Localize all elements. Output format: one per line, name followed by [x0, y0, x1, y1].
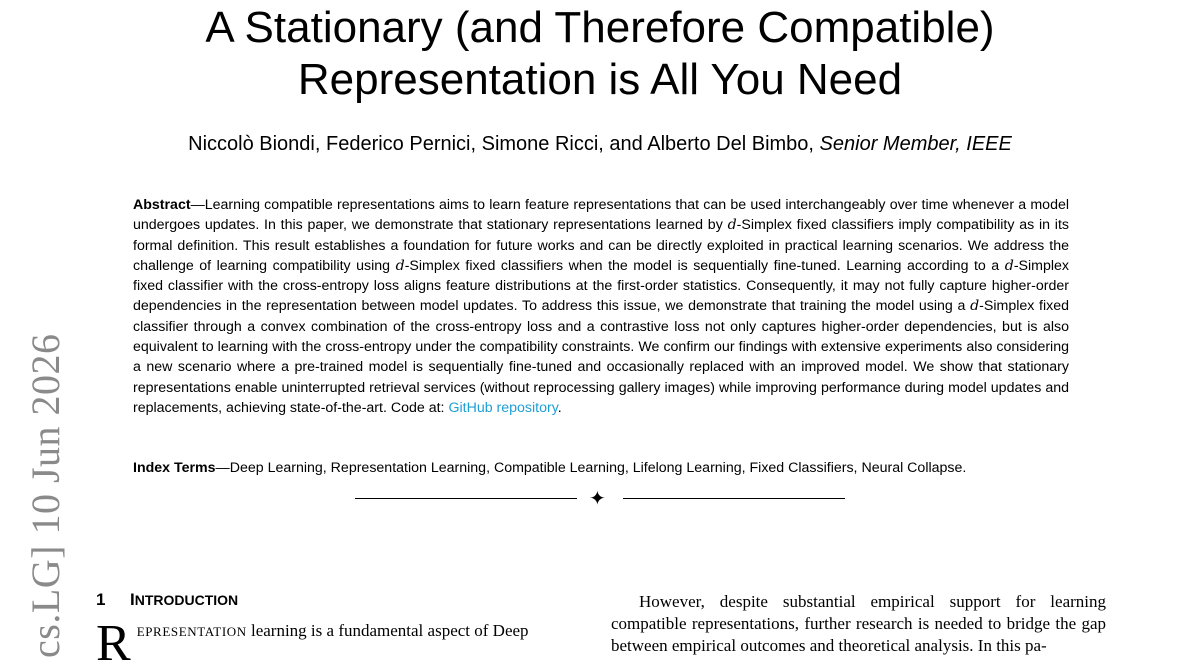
introduction-left-column	[96, 615, 590, 672]
section-divider	[355, 488, 845, 510]
divider-star-icon: ✦	[589, 486, 606, 510]
github-repository-link[interactable]: GitHub repository	[448, 399, 558, 416]
divider-line-right	[623, 498, 845, 499]
math-d-3: d	[1004, 257, 1014, 274]
abstract-text-4: -Simplex fixed classifier with the cross-entropy loss aligns feature distributions at the first-order statistics. Consequently, it may not fully capture higher-order dependencies in the representation between model updates. To address this issue, we demonstrate that training the model using a	[133, 257, 1069, 315]
section-number: 1	[96, 590, 106, 609]
author-list	[0, 132, 1200, 156]
math-d-1: d	[727, 217, 737, 234]
paper-title	[0, 2, 1200, 106]
divider-line-left	[355, 498, 577, 499]
introduction-right-column: However, despite substantial empirical support for learning compatible representations, further research is needed to bridge the gap between empirical outcomes and theoretical analysis. In this pa-	[611, 592, 1106, 655]
abstract-text-1: —Learning compatible representations aims to learn feature representations that can be used interchangeably over time whenever a model undergoes updates. In this paper, we demonstrate that stationary representations learned by	[133, 197, 1069, 234]
math-d-2: d	[395, 257, 405, 274]
abstract	[133, 195, 1069, 418]
title-line-1: A Stationary (and Therefore Compatible)	[205, 3, 995, 52]
abstract-label: Abstract	[133, 197, 191, 213]
author-suffix: Senior Member, IEEE	[819, 133, 1012, 155]
math-d-4: d	[970, 298, 980, 315]
author-names: Niccolò Biondi, Federico Pernici, Simone Ricci, and Alberto Del Bimbo,	[188, 133, 814, 155]
section-title-rest: NTRODUCTION	[134, 592, 239, 608]
title-line-2: Representation is All You Need	[297, 55, 903, 104]
abstract-text-2: -Simplex fixed classifiers imply compatibility as in its formal definition. This result establishes a foundation for future works and can be directly exploited in practical learning scenarios. We address the challenge of learning compatibility using	[133, 217, 1069, 274]
index-terms	[133, 458, 1069, 478]
abstract-text-5: -Simplex fixed classifier through a convex combination of the cross-entropy loss and a contrastive loss not only captures higher-order dependencies, but is also equivalent to learning with the cross-entropy under the compatibility constraints. We confirm our findings with extensive experiments also considering a new scenario where a pre-trained model is sequentially fine-tuned and occasionally replaced with an improved model. We show that stationary representations enable uninterrupted retrieval services (without reprocessing gallery images) while improving performance during model updates and replacements, achieving state-of-the-art. Code at:	[133, 298, 1069, 416]
drop-cap: R	[96, 615, 131, 672]
abstract-end: .	[557, 399, 562, 416]
abstract-text-3: -Simplex fixed classifiers when the model is sequentially fine-tuned. Learning according to a	[404, 257, 1005, 274]
section-heading-introduction	[96, 590, 238, 610]
index-terms-text: —Deep Learning, Representation Learning, Compatible Learning, Lifelong Learning, Fixed Classifiers, Neural Collapse.	[215, 460, 967, 476]
intro-smallcaps: EPRESENTATION	[136, 624, 247, 639]
arxiv-stamp: cs.LG] 10 Jun 2026	[23, 333, 68, 658]
section-title-initial: I	[130, 590, 135, 609]
index-terms-label: Index Terms	[133, 460, 216, 476]
intro-text: learning is a fundamental aspect of Deep	[246, 621, 529, 640]
